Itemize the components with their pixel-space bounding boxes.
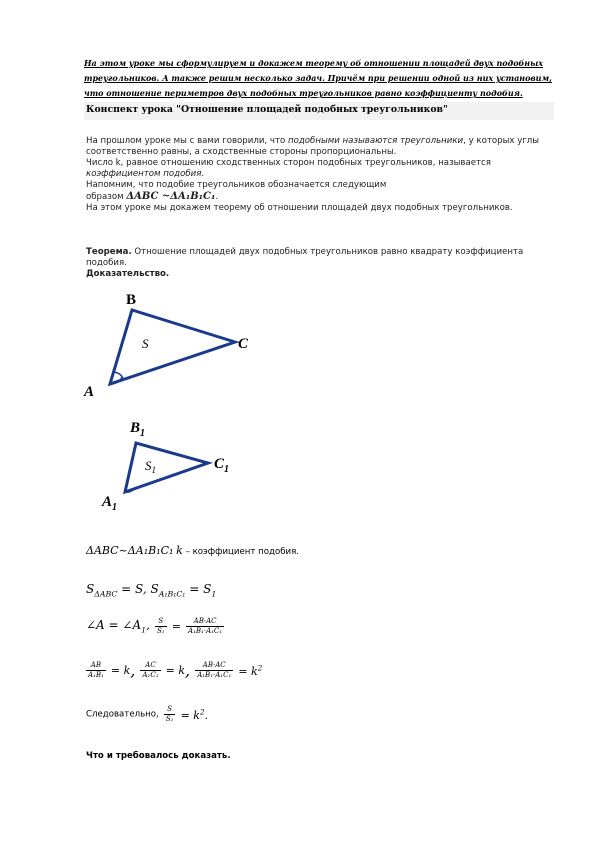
notation-text: Напомним, что подобие треугольников обозначается следующим bbox=[86, 180, 387, 190]
proof-label: Доказательство. bbox=[86, 269, 170, 279]
theorem-text: Отношение площадей двух подобных треугольников равно квадрату коэффициента подобия. bbox=[86, 247, 524, 268]
sides-product-ratio: $\frac{AB\cdot AC}{\text{A₁B₁·A₁C₁}}$ bbox=[188, 617, 223, 635]
coefficient-description: – коэффициент подобия. bbox=[185, 547, 299, 557]
final-area-ratio: $\frac{S}{\text{S₁}}$ bbox=[165, 705, 174, 723]
ab-ratio: $\frac{AB}{\text{A₁B₁}}$ bbox=[88, 661, 104, 679]
theorem-block bbox=[86, 247, 546, 280]
vertex-b-label: B bbox=[126, 292, 137, 308]
similarity-formula: ΔABC ~ΔA₁B₁C₁ bbox=[126, 191, 216, 202]
recall-text-a: На прошлом уроке мы с вами говорили, что bbox=[86, 136, 288, 146]
intro-paragraph: На этом уроке мы сформулируем и докажем теорему об отношении площадей двух подобных треугольников. А также решим несколько задач. Причём при решении одной из них установим, что отношение периметров двух подобных треугольников равно коэффициенту подобия. bbox=[84, 58, 552, 98]
notation-text-2: образом bbox=[86, 192, 124, 202]
conclusion-line bbox=[86, 704, 208, 724]
formula-line-1 bbox=[86, 544, 299, 557]
area-s1-label: $S_1$ bbox=[145, 458, 156, 475]
area-s1-eq: = S bbox=[185, 582, 212, 596]
period: . bbox=[201, 169, 205, 179]
similarity-notation: ΔABC~ΔA₁B₁C₁ bbox=[86, 544, 174, 557]
triangle-abc bbox=[110, 310, 235, 384]
recall-definition: подобными называются треугольники bbox=[287, 136, 464, 146]
formula-line-3: ∠A = $\angle A_1$, $\frac{S}{\text{S₁}}$ = $\frac{AB\cdot AC}{\text{A₁B₁·A₁C₁}}$ bbox=[86, 617, 223, 635]
period-2: . bbox=[215, 192, 219, 202]
ac-ratio-eq: = k bbox=[165, 664, 185, 677]
formula-line-2: $S_{\Delta ABC} = S$, $S_{A_1B_1C_1} = S_1$ bbox=[86, 582, 217, 599]
triangle-a1b1c1-figure bbox=[98, 414, 248, 518]
area-s1: S bbox=[150, 582, 159, 596]
area-ratio-fraction: $\frac{S}{\text{S₁}}$ bbox=[157, 617, 165, 635]
product-ratio-eq: = $k^2$ bbox=[238, 663, 263, 678]
vertex-c1-label: $C_1$ bbox=[214, 456, 230, 475]
lesson-goal-text: На этом уроке мы докажем теорему об отношении площадей двух подобных треугольников. bbox=[86, 203, 513, 213]
area-s-label: S bbox=[142, 336, 149, 351]
area-s1-subscript: A₁B₁C₁ bbox=[158, 589, 186, 599]
ratio-text: Число k, равное отношению сходственных сторон подобных треугольников, называется bbox=[86, 158, 491, 168]
triangle-abc-figure bbox=[80, 286, 260, 401]
theorem-label: Теорема. bbox=[86, 247, 132, 257]
triangle-a1b1c1 bbox=[125, 443, 208, 492]
area-s-subscript: ΔABC bbox=[94, 589, 118, 599]
vertex-b1-label: $B_1$ bbox=[130, 420, 146, 439]
ab-ratio-eq: = k bbox=[110, 664, 131, 677]
area-s1-index: 1 bbox=[211, 589, 217, 599]
product-ratio: $\frac{AB\cdot AC}{\text{A₁B₁·A₁C₁}}$ bbox=[197, 661, 232, 679]
ac-ratio: $\frac{AC}{\text{A₁C₁}}$ bbox=[142, 661, 159, 679]
recall-text-b: , у которых углы соответственно равны, а сходственные стороны пропорциональны. bbox=[86, 136, 540, 157]
similarity-coefficient-term: коэффициентом подобия bbox=[86, 169, 202, 179]
vertex-a-label: A bbox=[84, 384, 95, 400]
paragraph-recall bbox=[86, 136, 546, 214]
vertex-a1-label: $A_1$ bbox=[102, 494, 118, 513]
angle-equality: ∠A = $\angle A_1$, bbox=[86, 618, 150, 635]
lesson-heading: Конспект урока "Отношение площадей подобных треугольников" bbox=[86, 104, 448, 115]
final-eq: = $k^2$. bbox=[180, 707, 209, 722]
coefficient-k: k bbox=[176, 544, 183, 557]
vertex-c-label: C bbox=[238, 336, 249, 352]
area-s-eq: = S bbox=[117, 582, 143, 596]
qed-text: Что и требовалось доказать. bbox=[86, 751, 231, 761]
hence-text: Следовательно, bbox=[86, 709, 159, 720]
area-s: S bbox=[86, 582, 95, 596]
formula-line-4: $\frac{AB}{\text{A₁B₁}}$ = k, $\frac{AC}{\text{A₁C₁}}$ = k, $\frac{AB\cdot AC}{\text{A₁B₁·A₁C₁}}$ = $k^2$ bbox=[88, 661, 263, 680]
